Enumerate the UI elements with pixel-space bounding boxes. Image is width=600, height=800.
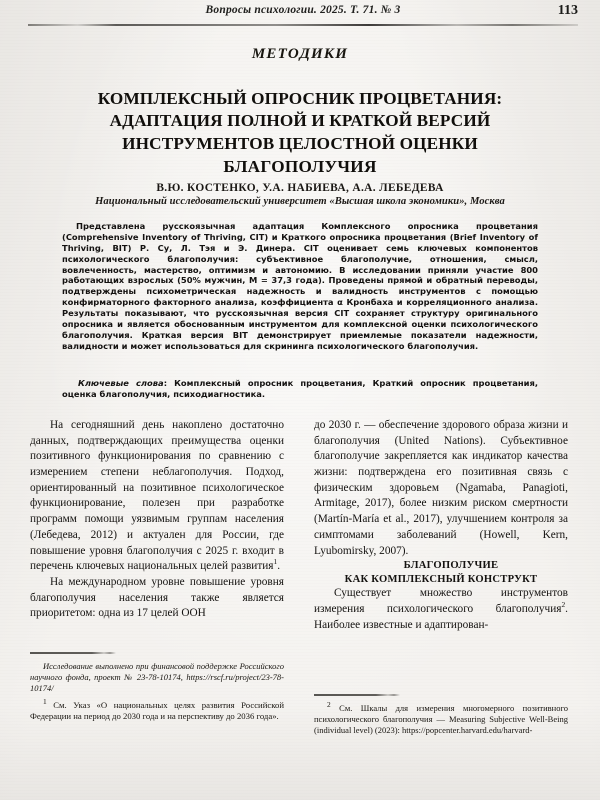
article-title-line-3: ИНСТРУМЕНТОВ ЦЕЛОСТНОЙ ОЦЕНКИ [122,134,478,154]
footnote-marker-1[interactable]: 1 [273,557,278,567]
running-head [28,4,578,24]
footnote-grant: Исследование выполнено при финансовой поддержке Российского научного фонда, проект № 23-78-10174, https://rscf.ru/project/23-78-10174/ [30,660,284,694]
footnote-marker-2[interactable]: 2 [561,600,566,610]
paragraph [30,418,284,575]
section-heading-line-1: БЛАГОПОЛУЧИЕ [403,560,499,572]
footnote-2 [314,699,568,737]
footnote-separator [30,652,116,654]
header-rule [28,24,578,26]
author-list: В.Ю. КОСТЕНКО, У.А. НАБИЕВА, А.А. ЛЕБЕДЕВА [156,182,444,194]
journal-title: Вопросы психологии. 2025. Т. 71. № 3 [205,4,401,16]
article-title-line-4: БЛАГОПОЛУЧИЯ [223,157,377,177]
article-title [40,88,560,180]
paragraph: до 2030 г. — обеспечение здорового образа жизни и благополучия (United Nations). Субъективное благополучие закрепляется как индикатор качества жизни: подтверждена его позитивная связь с физическим здоровьем (Ngamaba, Panagioti, Armitage, 2017), более низким риском смертности (Martín-María et al., 2017), улучшением контроля за симптомами заболеваний (Howell, Kern, Lyubomirsky, 2007). [314,419,568,557]
footnotes-left [30,652,284,728]
abstract-text: Представлена русскоязычная адаптация Комплексного опросника процветания (Comprehensive Inventory of Thriving, CIT) и Краткого опросника процветания (Brief Inventory of Thriving, BIT) Р. Су, Л. Тэя и Э. Динера. CIT оценивает семь ключевых компонентов психологического благополучия: субъективное благополучие, отношения, смысл, вовлеченность, мастерство, оптимизм и автономию. В исследовании приняли участие 800 работающих взрослых (50% мужчин, M = 37,3 года). Проведены прямой и обратный переводы, подтверждены психометрическая надежность и валидность инструментов с помощью конфирматорного факторного анализа, коэффициента α Кронбаха и корреляционного анализа. Результаты показывают, что русскоязычная версия CIT сохраняет структуру оригинального опросника и является обоснованным инструментом для комплексной оценки психологического благополучия. Краткая версия BIT демонстрирует приемлемые показатели надежности, валидности и может использоваться для скрининга психологического благополучия. [62,221,538,351]
footnote-number-2: 2 [327,699,331,709]
keywords-block [62,378,538,400]
section-heading-line-2: КАК КОМПЛЕКСНЫЙ КОНСТРУКТ [344,573,538,585]
body-column-right [314,418,568,633]
section-heading [314,559,568,586]
keywords-paragraph [62,378,538,400]
paragraph-tail: . Наиболее известные и адаптирован- [314,602,568,631]
footnote-2-text: См. Шкалы для измерения многомерного позитивного психологического благополучия — Measuring Subjective Well-Being (individual level) (2023): https://popcenter.harvard.edu/harvard- [314,702,568,736]
footnote-1 [30,696,284,723]
paragraph-tail: . [277,560,281,573]
footnote-1-text: См. Указ «О национальных целях развития Российской Федерации на период до 2030 года и на перспективу до 2036 года». [30,699,284,722]
article-title-line-1: КОМПЛЕКСНЫЙ ОПРОСНИК ПРОЦВЕТАНИЯ: [97,88,503,108]
article-title-line-2: АДАПТАЦИЯ ПОЛНОЙ И КРАТКОЙ ВЕРСИЙ [109,111,491,131]
keywords-label: Ключевые слова [78,378,164,388]
affiliation: Национальный исследовательский университет «Высшая школа экономики», Москва [95,196,505,207]
footnotes-right [314,694,568,742]
abstract [62,221,538,352]
rubric-heading: МЕТОДИКИ [251,46,349,62]
body-column-left [30,418,284,622]
paragraph: На международном уровне повышение уровня благополучия населения также является приоритетом: одна из 17 целей ООН [30,575,284,620]
paragraph-text: На сегодняшний день накоплено достаточно данных, подтверждающих преимущества оценки позитивного функционирования по сравнению с измерением степени неблагополучия. Подход, ориентированный на позитивное психологическое функционирование, полезен при разработке программ помощи уязвимым группам населения (Лебедева, 2012) и актуален для России, где повышение уровня благополучия с 2025 г. входит в перечень ключевых национальных целей развития [30,419,284,573]
paragraph-text: Существует множество инструментов измерения психологического благополучия [314,587,568,615]
footnote-number-1: 1 [43,696,47,706]
footnote-separator [314,694,400,696]
keywords-text: : Комплексный опросник процветания, Краткий опросник процветания, оценка благополучия, психодиагностика. [62,378,538,399]
paragraph [314,586,568,633]
page-number: 113 [557,3,578,18]
